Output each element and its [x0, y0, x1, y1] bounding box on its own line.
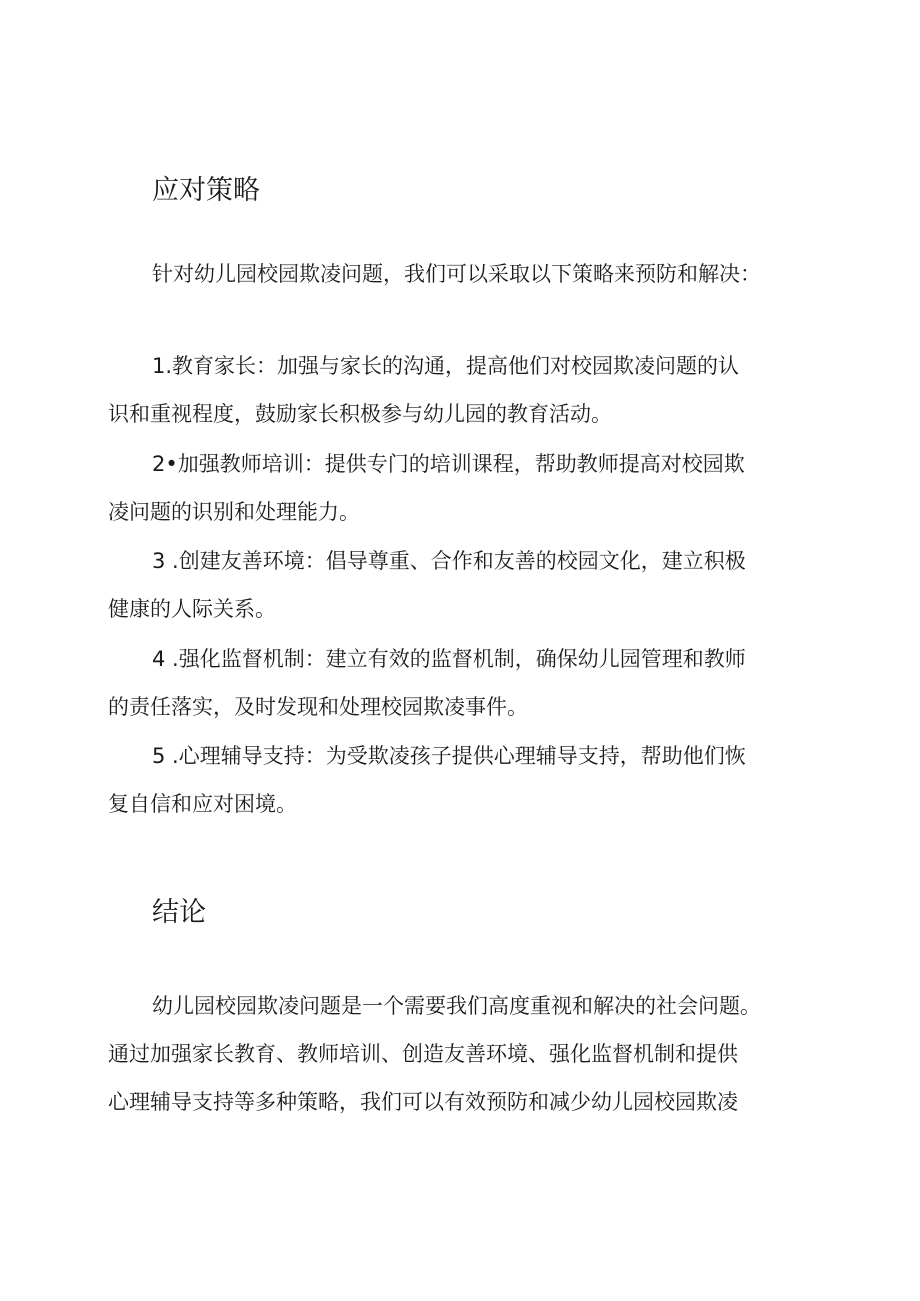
conclusion-line-3: 心理辅导支持等多种策略，我们可以有效预防和减少幼儿园校园欺凌: [108, 1090, 738, 1114]
strategy-item-1-line1: 1.教育家长：加强与家长的沟通，提高他们对校园欺凌问题的认: [152, 354, 740, 378]
conclusion-paragraph: [108, 982, 818, 1126]
strategy-item-2-line2: 凌问题的识别和处理能力。: [108, 500, 360, 524]
strategy-item-4-line1: 4 .强化监督机制：建立有效的监督机制，确保幼儿园管理和教师: [152, 647, 746, 671]
strategy-item-4-line2: 的责任落实，及时发现和处理校园欺凌事件。: [108, 695, 528, 719]
strategy-item-2-line1: 2•加强教师培训：提供专门的培训课程，帮助教师提高对校园欺: [152, 452, 745, 476]
strategy-item-2: [108, 440, 818, 536]
strategy-item-1: [108, 342, 818, 438]
conclusion-line-2: 通过加强家长教育、教师培训、创造友善环境、强化监督机制和提供: [108, 1042, 738, 1066]
section-heading-strategies: 应对策略: [152, 175, 260, 206]
strategies-intro: [108, 250, 818, 298]
conclusion-line-1: 幼儿园校园欺凌问题是一个需要我们高度重视和解决的社会问题。: [152, 994, 761, 1018]
strategy-item-3-line2: 健康的人际关系。: [108, 597, 276, 621]
strategy-item-3: [108, 537, 818, 633]
section-heading-conclusion: 结论: [152, 897, 206, 928]
strategy-item-5: [108, 732, 818, 828]
strategy-item-5-line1: 5 .心理辅导支持：为受欺凌孩子提供心理辅导支持，帮助他们恢: [152, 744, 746, 768]
strategy-item-1-line2: 识和重视程度，鼓励家长积极参与幼儿园的教育活动。: [108, 402, 612, 426]
strategy-item-3-line1: 3 .创建友善环境：倡导尊重、合作和友善的校园文化，建立积极: [152, 549, 746, 573]
strategies-intro-text: 针对幼儿园校园欺凌问题，我们可以采取以下策略来预防和解决：: [152, 262, 761, 286]
strategy-item-4: [108, 635, 818, 731]
strategy-item-5-line2: 复自信和应对困境。: [108, 792, 297, 816]
